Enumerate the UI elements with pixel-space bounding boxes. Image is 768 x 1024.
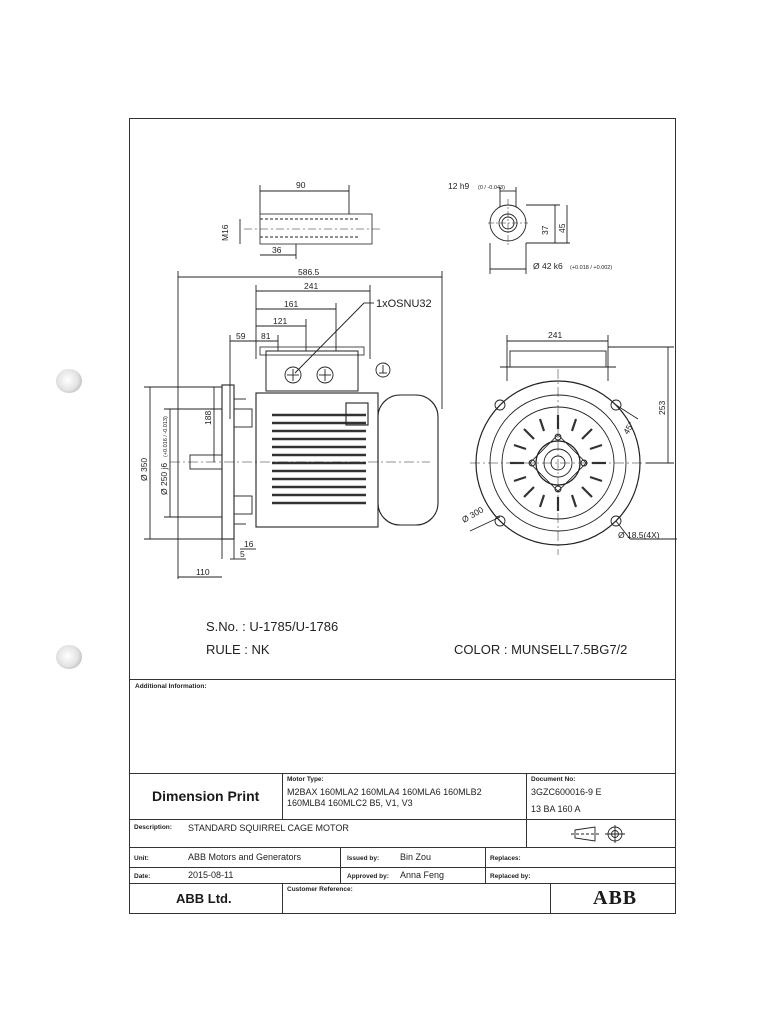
cable-entry-label: 1xOSNU32 [376,298,432,310]
abb-logo: ABB [593,887,638,909]
dim-shaft-36: 36 [272,245,282,255]
dim-overall-length: 586.5 [298,267,320,277]
dim-16: 16 [244,539,254,549]
dimension-print-title: Dimension Print [152,788,260,804]
document-code: 13 BA 160 A [531,804,581,814]
customer-reference-label: Customer Reference: [287,886,353,893]
dim-shaft-90: 90 [296,180,306,190]
date-value: 2015-08-11 [188,870,234,880]
dim-front-241: 241 [548,330,563,340]
unit-label: Unit: [134,855,149,862]
unit-value: ABB Motors and Generators [188,852,302,862]
dim-5: 5 [240,549,245,559]
dim-81: 81 [261,331,271,341]
description-value: STANDARD SQUIRREL CAGE MOTOR [188,823,349,833]
dim-188: 188 [203,410,213,425]
document-no-value: 3GZC600016-9 E [531,787,602,797]
customer-reference-cell [283,884,551,914]
description-label: Description: [134,824,172,831]
description-cell [130,820,527,848]
dim-dia-250-tolerance: (+0.016 / -0.013) [163,416,169,457]
motor-front-view [470,335,677,555]
replaces-label: Replaces: [490,855,521,862]
rule-note: RULE : NK [206,642,270,657]
document-no-label: Document No: [531,776,576,783]
dim-dia-350: Ø 350 [139,457,149,481]
serial-number-note: S.No. : U-1785/U-1786 [206,619,339,634]
company-name: ABB Ltd. [176,891,232,906]
dim-dia-300: Ø 300 [460,504,486,525]
projection-symbol-cell [527,820,675,848]
motor-type-label: Motor Type: [287,776,324,783]
dim-key-45: 45 [557,223,567,233]
document-no-cell [527,774,675,820]
title-block [130,773,675,913]
dim-angle-45: 45° [621,419,637,436]
company-cell [130,884,283,914]
dim-241: 241 [304,281,319,291]
shaft-end-detail [240,185,380,259]
replaced-by-label: Replaced by: [490,873,531,880]
color-note: COLOR : MUNSELL7.5BG7/2 [454,642,628,657]
dim-key-width: 12 h9 [448,181,470,191]
logo-cell [551,884,675,914]
drawing-sheet [129,118,676,914]
dim-holes-18-5: Ø 18.5(4X) [618,530,660,540]
date-label: Date: [134,873,151,880]
dim-shaft-diameter-tolerance: (+0.018 / +0.002) [570,265,613,271]
dim-key-37: 37 [540,225,550,235]
punch-hole-bottom [56,645,82,669]
dim-121: 121 [273,316,288,326]
date-row [130,868,675,884]
issued-by-value: Bin Zou [400,852,432,862]
motor-type-line-1: M2BAX 160MLA2 160MLA4 160MLA6 160MLB2 [287,787,482,797]
additional-info-box [130,679,675,773]
dim-shaft-diameter: Ø 42 k6 [533,261,563,271]
motor-type-line-2: 160MLB4 160MLC2 B5, V1, V3 [287,798,413,808]
divider-issued [340,848,341,884]
title-cell [130,774,283,820]
divider-replaces [485,848,486,884]
approved-by-label: Approved by: [347,873,389,880]
issued-by-label: Issued by: [347,855,380,862]
dim-dia-250: Ø 250 j6 [159,462,169,495]
unit-row [130,848,675,868]
motor-drawing [130,119,677,679]
motor-type-cell [283,774,527,820]
punch-hole-top [56,369,82,393]
dim-110: 110 [196,567,210,577]
dim-59: 59 [236,331,246,341]
additional-info-label: Additional Information: [135,683,207,690]
dim-shaft-m16: M16 [220,224,230,241]
approved-by-value: Anna Feng [400,870,445,880]
projection-symbol-icon [569,824,633,844]
dim-161: 161 [284,299,299,309]
dim-key-tolerance: (0 / -0.043) [478,185,505,191]
motor-side-view [144,271,442,579]
dim-front-253: 253 [657,400,667,415]
